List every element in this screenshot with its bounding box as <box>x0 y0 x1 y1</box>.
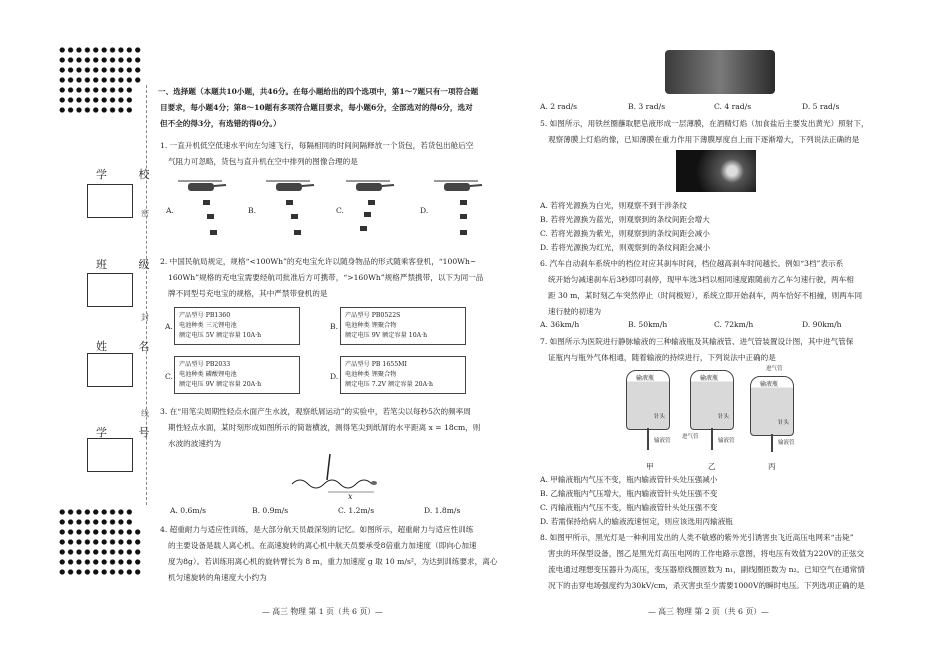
soap-film-photo <box>676 150 756 192</box>
school-label: 学 校 <box>96 168 164 181</box>
q3-option-a[interactable]: A. 0.6m/s <box>170 506 207 515</box>
q4-option-b[interactable]: B. 3 rad/s <box>628 102 666 111</box>
name-field[interactable] <box>87 353 133 387</box>
section-rules: 但不全的得3分，有选错的得0分。） <box>160 119 281 128</box>
q5-stem: 观察薄膜上灯焰的像，已知薄膜在重力作用下薄膜厚度自上而下逐渐增大，下列说法正确的是 <box>548 135 860 144</box>
q4-option-c[interactable]: C. 4 rad/s <box>714 102 752 111</box>
q2-stem: 160Wh”规格的充电宝需要经航司批准后方可携带，“>160Wh”规格严禁携带，以下为同一品 <box>168 273 484 282</box>
q4-stem: 的主要设备是载人离心机。在高速旋转的离心机中航天员要承受8倍重力加速度（即向心加速 <box>168 541 477 550</box>
q3-stem: 期性轻点水面，某时刻形成如图所示的简谐横波，测得笔尖到纸屑的水平距离 x = 18cm，则 <box>168 423 481 432</box>
q6-option-c[interactable]: C. 72km/h <box>714 320 754 329</box>
q2-option-b[interactable]: B. <box>330 322 338 331</box>
page-footer-left: — 高三 物理 第 1 页（共 6 页）— <box>262 607 383 616</box>
seal-line <box>146 85 147 505</box>
q2-option-a[interactable]: A. <box>165 322 173 331</box>
q6-stem: 6. 汽车自动刹车系统中的档位对应其刹车时间，档位越高刹车时间越长。例如“3档”表示系 <box>540 259 844 268</box>
q5-option-d[interactable]: D. 若将光源换为红光，则观察到的条纹间距会减小 <box>540 243 711 252</box>
q7-stem: 证瓶内与瓶外气体相通，随着输液的持续进行，下列说法中正确的是 <box>548 353 776 362</box>
infusion-bottle: 输液瓶 <box>750 376 794 436</box>
centrifuge-photo <box>665 50 775 94</box>
spec-card: 产品型号 PB2033 电池种类 磷酸锂电池 额定电压 9V 额定容量 20A·h <box>174 356 300 394</box>
q7-option-c[interactable]: C. 丙输液瓶内气压不变，瓶内输液管针头处压强不变 <box>540 503 718 512</box>
q6-stem: 速行驶的初速为 <box>548 307 602 316</box>
q8-stem: 害虫的环保型设备，图乙是黑光灯高压电网的工作电路示意图，将电压有效值为220V的正弦交 <box>548 549 865 558</box>
seal-char: 线 <box>141 409 149 418</box>
q4-stem: 机匀速旋转的角速度大小约为 <box>168 573 267 582</box>
bottle-caption: 乙 <box>708 462 716 471</box>
q3-option-d[interactable]: D. 1.8m/s <box>424 506 461 515</box>
q1-stem: 1. 一直升机低空低速水平向左匀速飞行，每隔相同的时间间隔释放一个货包，若货包出舱后空 <box>160 141 474 150</box>
section-rules: 目要求，每小题4分；第8～10题有多项符合题目要求，每小题6分，全部选对的得6分，选对 <box>160 103 473 112</box>
q5-option-c[interactable]: C. 若将光源换为紫光，则观察到的条纹间距会减小 <box>540 229 710 238</box>
helicopter-icon <box>430 180 484 194</box>
section-heading: 一、选择题（本题共10小题，共46分。在每小题给出的四个选项中，第1～7题只有一项符合题 <box>158 87 479 96</box>
q4-option-a[interactable]: A. 2 rad/s <box>540 102 578 111</box>
q4-option-d[interactable]: D. 5 rad/s <box>802 102 840 111</box>
q1-option-a[interactable]: A. <box>166 206 174 215</box>
page-footer-right: — 高三 物理 第 2 页（共 6 页）— <box>648 607 769 616</box>
bottle-caption: 甲 <box>646 462 654 471</box>
binding-dots-top <box>58 46 148 114</box>
bottle-caption: 丙 <box>768 462 776 471</box>
q1-stem: 气阻力可忽略，货包与直升机在空中排列的图像合理的是 <box>168 157 358 166</box>
x-label: x <box>348 492 353 501</box>
q8-stem: 况下的击穿电场强度约为30kV/cm，杀灭害虫至少需要1000V的瞬时电压。下列选项正确的是 <box>548 581 865 590</box>
q6-option-d[interactable]: D. 90km/h <box>802 320 842 329</box>
q3-stem: 水波的波速约为 <box>168 439 222 448</box>
q4-stem: 4. 超重耐力与适应性训练，是大部分航天员最深刻的记忆。如图所示，超重耐力与适应性训练 <box>160 525 474 534</box>
spec-card: 产品型号 PB0522S 电池种类 锂聚合物 额定电压 9V 额定容量 10A·h <box>340 307 466 345</box>
q5-option-b[interactable]: B. 若将光源换为蓝光，则观察到的条纹间距会增大 <box>540 215 710 224</box>
q3-wave-figure <box>290 452 390 502</box>
seal-char: 密 <box>141 209 149 218</box>
q1-option-c[interactable]: C. <box>336 206 344 215</box>
seal-char: 封 <box>141 313 149 322</box>
q6-option-b[interactable]: B. 50km/h <box>628 320 668 329</box>
q7-option-b[interactable]: B. 乙输液瓶内气压增大，瓶内输液管针头处压强不变 <box>540 489 718 498</box>
q4-stem: 度为8g）。若训练用离心机的旋转臂长为 8 m，重力加速度 g 取 10 m/s²，为达到训练要求，离心 <box>168 557 498 566</box>
q1-option-d[interactable]: D. <box>420 206 429 215</box>
q5-option-a[interactable]: A. 若将光源换为白光，则观察不到干涉条纹 <box>540 201 687 210</box>
name-label: 姓 名 <box>96 340 164 353</box>
q2-stem: 牌不同型号充电宝的规格，其中严禁带登机的是 <box>168 289 328 298</box>
q1-option-b[interactable]: B. <box>248 206 256 215</box>
number-field[interactable] <box>87 438 133 472</box>
class-label: 班 级 <box>96 258 164 271</box>
helicopter-icon <box>262 180 316 194</box>
q6-stem: 距 30 m，某时刻乙车突然停止（时间极短），系统立即开始刹车，两车恰好不相撞，则两车同 <box>548 291 863 300</box>
q2-stem: 2. 中国民航局规定，规格“<100Wh”的充电宝允许以随身物品的形式随乘客登机，“100Wh~ <box>160 257 477 266</box>
number-label: 学 号 <box>96 426 164 439</box>
binding-dots-bottom <box>58 508 148 576</box>
q2-option-d[interactable]: D. <box>330 372 339 381</box>
q8-stem: 流电通过理想变压器升为高压，变压器原线圈匝数为 n₁，副线圈匝数为 n₂。已知空气在通常情 <box>548 565 865 574</box>
spec-card: 产品型号 PB 1655MI 电池种类 锂聚合物 额定电压 7.2V 额定容量 20A·h <box>340 356 466 394</box>
q8-stem: 8. 如图甲所示，黑光灯是一种利用发出的人类不敏感的紫外光引诱害虫飞近高压电网来“击毙” <box>540 533 854 542</box>
q3-option-b[interactable]: B. 0.9m/s <box>252 506 289 515</box>
helicopter-icon <box>342 180 396 194</box>
q7-option-d[interactable]: D. 若需保持给病人的输液流速恒定，则应该选用丙输液瓶 <box>540 517 733 526</box>
class-field[interactable] <box>87 273 133 307</box>
helicopter-icon <box>174 180 228 194</box>
q2-option-c[interactable]: C. <box>165 372 173 381</box>
q7-option-a[interactable]: A. 甲输液瓶内气压不变，瓶内输液管针头处压强减小 <box>540 475 718 484</box>
q6-option-a[interactable]: A. 36km/h <box>540 320 580 329</box>
q3-stem: 3. 在“用笔尖周期性轻点水面产生水波，观察纸屑运动”的实验中，若笔尖以每秒5次的频率周 <box>160 407 471 416</box>
spec-card: 产品型号 PB1360 电池种类 三元锂电池 额定电压 5V 额定容量 10A·h <box>174 307 300 345</box>
q6-stem: 统开始匀减速刹车后3秒即可刹停，现甲车选3档以相同速度跟随前方乙车匀速行驶，两车相 <box>548 275 854 284</box>
q3-option-c[interactable]: C. 1.2m/s <box>338 506 375 515</box>
q5-stem: 5. 如图所示，用铁丝圈蘸取肥皂液形成一层薄膜，在酒精灯焰（加食盐后主要发出黄光）照射下， <box>540 119 869 128</box>
q7-stem: 7. 如图所示为医院进行静脉输液的三种输液瓶及其输液管、进气管装置设计图，其中进气管保 <box>540 337 854 346</box>
infusion-bottle: 输液瓶 <box>690 370 734 430</box>
school-field[interactable] <box>87 184 133 218</box>
infusion-bottle: 输液瓶 <box>626 370 670 430</box>
